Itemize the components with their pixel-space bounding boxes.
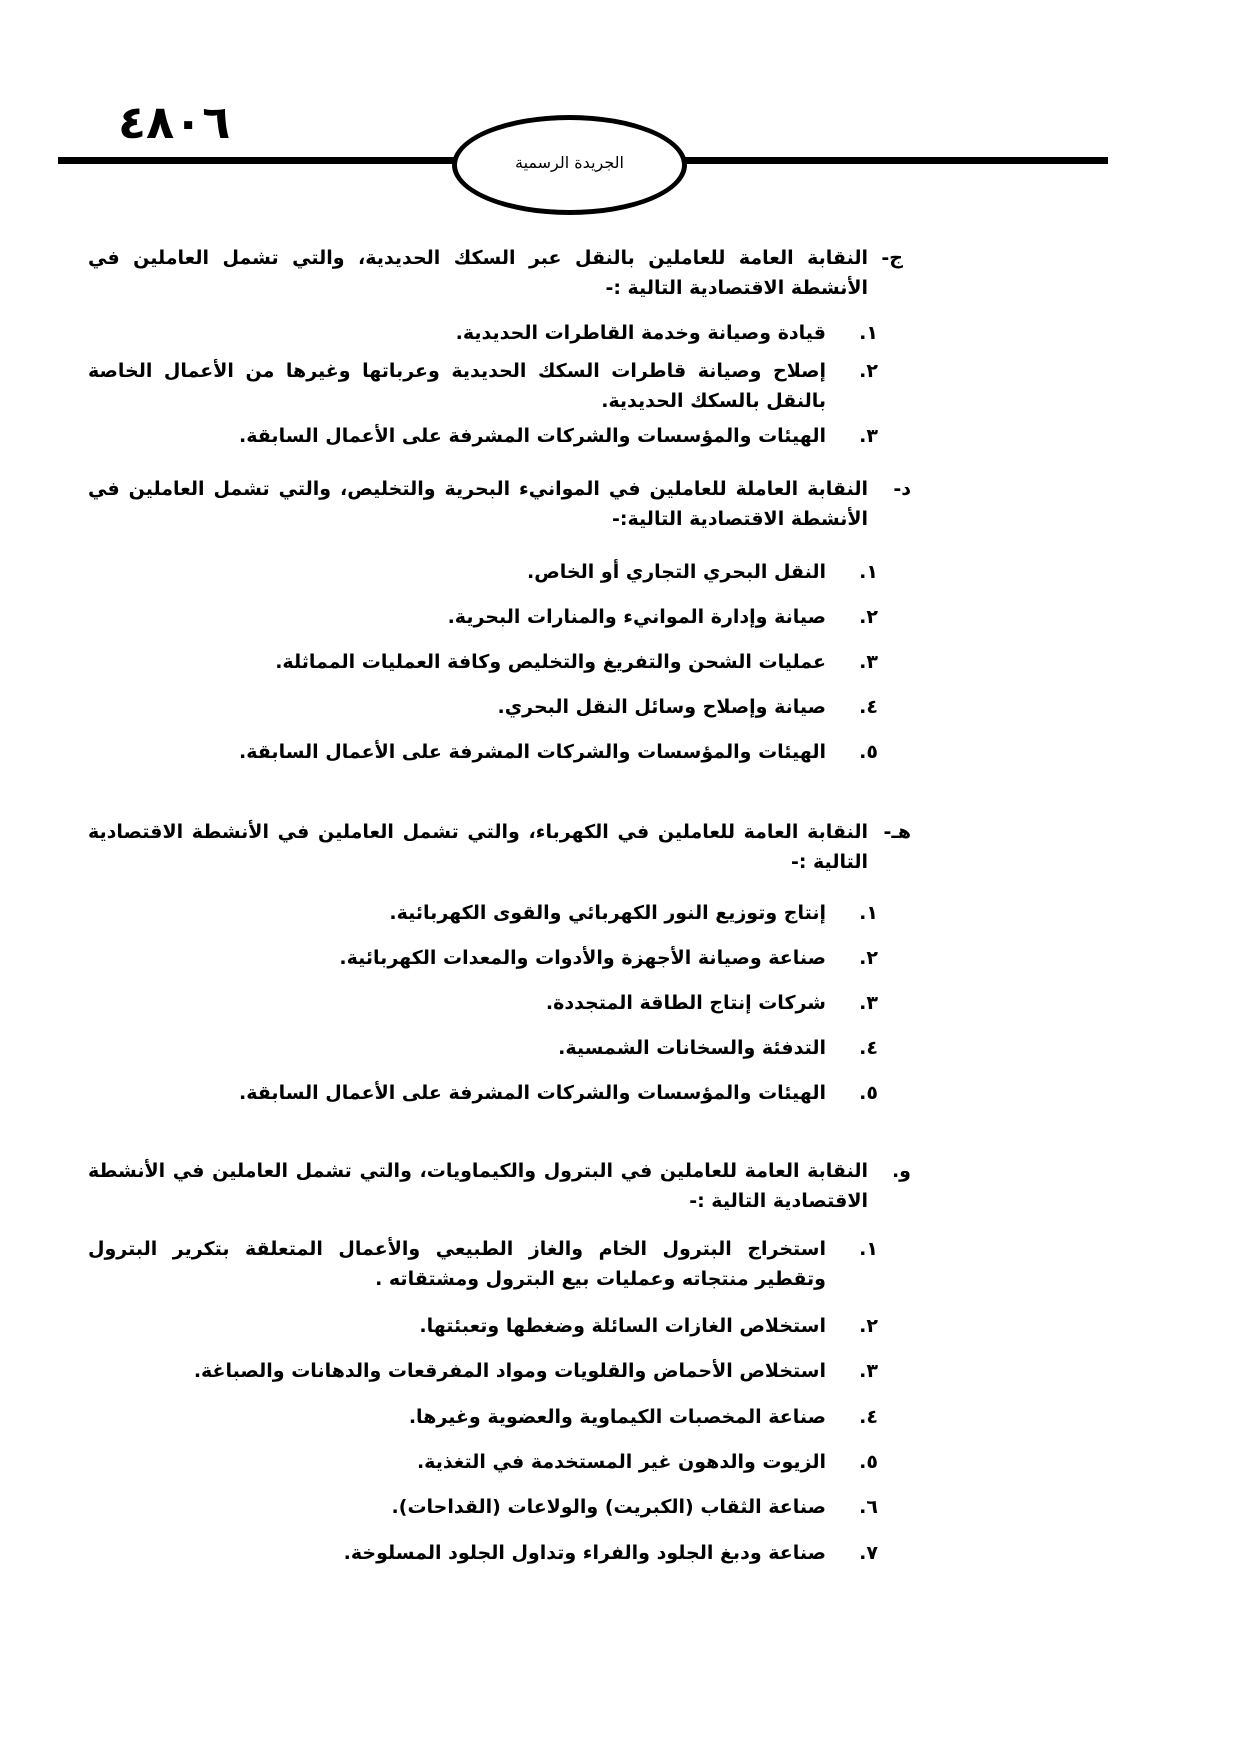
list-item: استخلاص الأحماض والقلويات ومواد المفرقعات والدهانات والصباغة. — [193, 1360, 826, 1382]
list-item: الهيئات والمؤسسات والشركات المشرفة على الأعمال السابقة. — [239, 425, 826, 447]
list-item-number: ٤. — [859, 696, 878, 718]
list-item: استخلاص الغازات السائلة وضغطها وتعبئتها. — [419, 1315, 826, 1337]
section-label: و. — [891, 1160, 911, 1182]
section-heading: النقابة العامة للعاملين بالنقل عبر السكك الحديدية، والتي تشمل العاملين في الأنشطة الاقتصادية التالية :- — [88, 247, 868, 299]
list-item-number: ٣. — [859, 992, 878, 1014]
list-item-number: ٣. — [859, 425, 878, 447]
list-item-number: ٥. — [859, 1082, 878, 1104]
section-heading: النقابة العاملة للعاملين في الموانيء البحرية والتخليص، والتي تشمل العاملين في الأنشطة الاقتصادية التالية:- — [88, 478, 868, 530]
list-item-number: ٢. — [859, 947, 878, 969]
list-item-number: ٢. — [859, 606, 878, 628]
list-item: الهيئات والمؤسسات والشركات المشرفة على الأعمال السابقة. — [239, 741, 826, 763]
section-heading: النقابة العامة للعاملين في الكهرباء، والتي تشمل العاملين في الأنشطة الاقتصادية التالية :- — [88, 821, 868, 873]
list-item: صناعة الثقاب (الكبريت) والولاعات (القداحات). — [391, 1496, 826, 1518]
section-label: هـ- — [883, 821, 911, 843]
section-heading: النقابة العامة للعاملين في البترول والكيماويات، والتي تشمل العاملين في الأنشطة الاقتصادية التالية :- — [88, 1160, 868, 1212]
page-number: ٤٨٠٦ — [118, 95, 231, 149]
list-item: صيانة وإصلاح وسائل النقل البحري. — [497, 696, 826, 718]
section-label: ج- — [881, 247, 903, 269]
list-item: صناعة ودبغ الجلود والفراء وتداول الجلود المسلوخة. — [343, 1542, 826, 1564]
list-item: النقل البحري التجاري أو الخاص. — [527, 561, 826, 583]
list-item: صيانة وإدارة الموانيء والمنارات البحرية. — [447, 606, 826, 628]
list-item-number: ٦. — [859, 1496, 878, 1518]
list-item-number: ١. — [859, 1238, 878, 1260]
list-item: إنتاج وتوزيع النور الكهربائي والقوى الكهربائية. — [389, 902, 826, 924]
list-item: استخراج البترول الخام والغاز الطبيعي والأعمال المتعلقة بتكرير البترول وتقطير منتجاته وعمليات بيع البترول ومشتقاته . — [88, 1238, 826, 1290]
list-item: صناعة وصيانة الأجهزة والأدوات والمعدات الكهربائية. — [339, 947, 826, 969]
list-item-number: ٧. — [859, 1542, 878, 1564]
list-item-number: ٤. — [859, 1406, 878, 1428]
publication-title: الجريدة الرسمية — [514, 152, 624, 172]
list-item: التدفئة والسخانات الشمسية. — [558, 1037, 826, 1059]
list-item-number: ٣. — [859, 651, 878, 673]
list-item: الزيوت والدهون غير المستخدمة في التغذية. — [416, 1451, 826, 1473]
list-item-number: ٥. — [859, 1451, 878, 1473]
section-label: د- — [893, 478, 911, 500]
list-item-number: ٢. — [859, 1315, 878, 1337]
list-item-number: ١. — [859, 322, 878, 344]
list-item: قيادة وصيانة وخدمة القاطرات الحديدية. — [455, 322, 826, 344]
list-item-number: ١. — [859, 561, 878, 583]
list-item: إصلاح وصيانة قاطرات السكك الحديدية وعرباتها وغيرها من الأعمال الخاصة بالنقل بالسكك الحديدية. — [88, 360, 826, 412]
publication-oval — [452, 115, 687, 215]
list-item-number: ١. — [859, 902, 878, 924]
list-item-number: ٤. — [859, 1037, 878, 1059]
list-item: الهيئات والمؤسسات والشركات المشرفة على الأعمال السابقة. — [239, 1082, 826, 1104]
list-item: عمليات الشحن والتفريغ والتخليص وكافة العمليات المماثلة. — [275, 651, 826, 673]
list-item-number: ٥. — [859, 741, 878, 763]
list-item: شركات إنتاج الطاقة المتجددة. — [545, 992, 826, 1014]
list-item: صناعة المخصبات الكيماوية والعضوية وغيرها. — [408, 1406, 826, 1428]
list-item-number: ٢. — [859, 360, 878, 382]
list-item-number: ٣. — [859, 1360, 878, 1382]
